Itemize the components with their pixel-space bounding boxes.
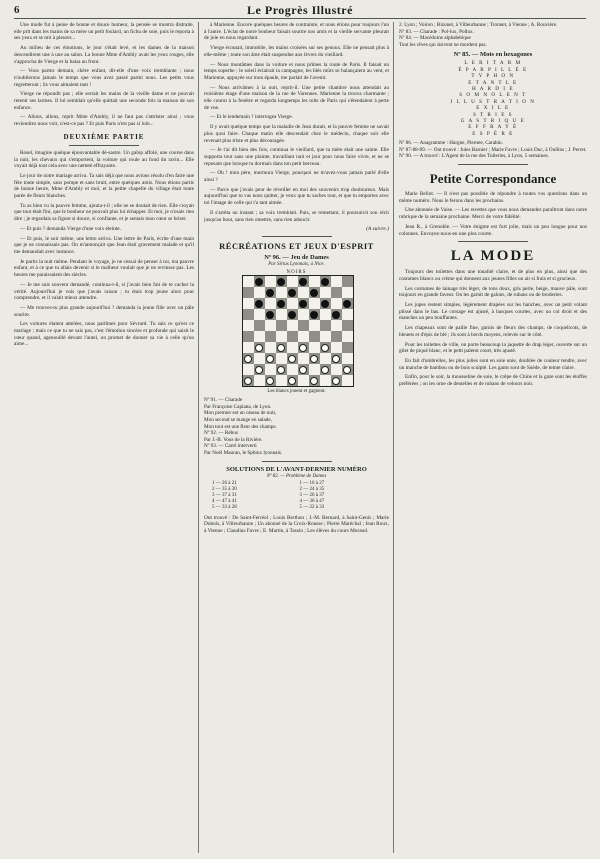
paragraph: — Parce que j'avais peur de réveiller en moi des souvenirs trop douloureux. Mais aujourd'hui que tu vas nous quitter, je veux que tu saches tout, et que tu emportes avec toi l'image de celle qui t'a tant aimée. <box>204 186 389 207</box>
board-square <box>331 353 342 364</box>
board-top-label: NOIRS <box>286 270 307 276</box>
masthead-title: Le Progrès Illustré <box>247 3 353 17</box>
black-piece <box>343 300 351 308</box>
white-piece <box>321 366 329 374</box>
board-square <box>243 276 254 287</box>
board-square <box>309 353 320 364</box>
correspondence-item: Une abonnée de Vaise. — Les recettes que vous nous demandez paraîtront dans notre rubrique de la semaine prochaine. Merci de votre fidélité. <box>399 207 587 221</box>
board-square <box>287 309 298 320</box>
board-square <box>298 298 309 309</box>
black-piece <box>255 300 263 308</box>
paragraph: — Je t'ai dit bien des fois, continua le vieillard, que ta mère était une sainte. Elle supporta tout sans une plainte, travaillant nuit et jour pour nous faire vivre, et ne se reposant que lorsque tu dormais dans ton petit berceau. <box>204 147 389 167</box>
correspondence-item: Jean R., à Grenoble. — Votre énigme est fort jolie, mais un peu longue pour nos colonnes. Envoyez-nous-en une plus courte. <box>399 223 587 237</box>
solution-line: Tout les rêves qui doivent ne mordent pas. <box>399 41 487 48</box>
puzzle-line: Nº 91. — Charade <box>204 397 243 404</box>
board-square <box>254 342 265 353</box>
word-grid-row: E F F R A Y É <box>468 124 518 131</box>
board-square <box>276 276 287 287</box>
puzzle-line: Mon second se mange en salade, <box>204 417 272 424</box>
paragraph: Au milieu de ces émotions, le jour s'était levé, et les dames de la maison descendirent une à une au salon. La bonne Mme d'Ambly avait les yeux rouges, elle s'approcha de Vierge et la baisa au front. <box>14 45 194 65</box>
board-square <box>287 364 298 375</box>
board-square <box>298 287 309 298</box>
paragraph: — Nous arrivâmes à la nuit, reprit-il. Une petite chambre nous attendait au troisième étage d'une maison de la rue de Varennes. Marienne la trouva charmante ; elle courut à la fenêtre et regarda longtemps les toits de Paris qui s'étendaient à perte de vue. <box>204 84 389 111</box>
board-square <box>276 342 287 353</box>
paragraph: — Me trouves-tu plus grande aujourd'hui ? demanda la jeune fille avec un pâle sourire. <box>14 304 194 318</box>
board-square <box>298 353 309 364</box>
paragraph: Vierge ne répondit pas ; elle serrait les mains de la vieille dame et ne pouvait retenir ses larmes. Il lui semblait qu'elle quittait une seconde fois la maison de son enfance. <box>14 91 194 111</box>
board-square <box>298 309 309 320</box>
white-piece <box>299 366 307 374</box>
word-grid-row: T Y P H O N <box>471 73 515 80</box>
story-continuation <box>14 22 194 128</box>
puzzle-line: Par J.-B. Vous de la Rivière. <box>204 436 263 443</box>
paragraph: — Et puis, le soir même, une lettre arriva. Une lettre de Paris, écrite d'une main que je ne connaissais pas. On m'annonçait que Jean était gravement malade et qu'il me demandait avec instance. <box>14 235 194 255</box>
column-rule-1 <box>198 22 199 853</box>
board-square <box>265 375 276 386</box>
board-square <box>265 298 276 309</box>
board-square <box>243 331 254 342</box>
board-square <box>331 375 342 386</box>
paragraph: — Oh ! mon père, murmura Vierge, pourquoi ne m'avez-vous jamais parlé d'elle ainsi ? <box>204 170 389 184</box>
black-piece <box>255 278 263 286</box>
board-square <box>331 298 342 309</box>
white-piece <box>244 355 252 363</box>
board-caption: Les blancs jouent et gagnent. <box>267 389 326 395</box>
board-square <box>243 342 254 353</box>
white-piece <box>255 366 263 374</box>
black-piece <box>288 289 296 297</box>
fashion-paragraph: En fait d'ombrelles, les plus jolies sont en soie unie, doublée de couleur tendre, avec un manche de bambou ou de bois sculpté. Les gants sont de Suède, de teinte claire. <box>399 357 587 371</box>
solution-move: 3 — 37 à 31 <box>212 493 237 499</box>
part-separator <box>69 145 139 146</box>
board-square <box>320 331 331 342</box>
page-header <box>14 4 586 19</box>
word-grid <box>399 60 587 137</box>
black-piece <box>299 300 307 308</box>
checkers-problem-label: Nº 96. — Jeu de Dames <box>264 254 329 262</box>
puzzle-line: Par Noël Mauran, le Sphinx lyonnais. <box>204 450 283 457</box>
black-piece <box>321 300 329 308</box>
fashion-paragraph: Les jupes restent simples, légèrement drapées sur les hanches, avec un petit volant plissé dans le bas. Le corsage est ajusté, à basques courtes, avec un col droit et des manches un peu bouffantes. <box>399 302 587 322</box>
board-square <box>309 287 320 298</box>
board-square <box>342 353 353 364</box>
to-be-continued: (A suivre.) <box>366 226 389 233</box>
word-grid-row: I L L U S T R A T I O N <box>450 98 536 105</box>
white-piece <box>332 355 340 363</box>
board-square <box>254 364 265 375</box>
board-square <box>342 331 353 342</box>
board-square <box>298 320 309 331</box>
solution-move: 1 — 26 à 21 <box>212 480 237 486</box>
word-grid-row: E X I L E <box>476 105 510 112</box>
board-square <box>254 298 265 309</box>
correspondence-separator <box>458 164 528 165</box>
board-square <box>254 309 265 320</box>
board-square <box>287 342 298 353</box>
board-square <box>320 342 331 353</box>
paragraph: — Nous montâmes dans la voiture et nous prîmes la route de Paris. Il faisait un temps superbe ; le soleil éclairait la campagne, les blés mûrs se balançaient au vent, et Marienne, appuyée sur mon épaule, me parlait de l'avenir. <box>204 61 389 81</box>
paragraph: Je partis la nuit même. Pendant le voyage, je ne cessai de penser à toi, ma pauvre enfant, et à ce que tu allais devenir si le malheur voulait que je ne revinsse pas. Les heures me paraissaient des siècles. <box>14 258 194 279</box>
board-square <box>254 353 265 364</box>
solution-move: 5 — 22 à 33 <box>299 505 325 511</box>
board-square <box>265 364 276 375</box>
story-end <box>204 22 389 223</box>
word-grid-row: E T A N T L E <box>468 79 518 86</box>
solvers-list: Ont trouvé : De Saint-Ferréol ; Louis Berthon ; J.-M. Bernard, à Saint-Genis ; Marie Dubois, à Villeurbanne ; Un abonné de la Croix-Rousse ; Pierre Maréchal ; Jean Roux, à Vienne ; Claudius Favre ; E. Martin, à Tassin ; Les élèves du cours Morand. <box>204 514 389 535</box>
solution-line: Nº 83. — Charade : Pol-lux, Pollux. <box>399 28 474 35</box>
word-grid-row: E S P É R E <box>472 130 514 137</box>
board-square <box>276 364 287 375</box>
board-square <box>298 342 309 353</box>
paragraph: Les voitures étaient attelées, nous partîmes pour Sévrard. Tu sais ce qu'est ce mariage ; mais ce que tu ne sais pas, c'est l'émotion sincère et profonde qui saisit le cœur quand, agenouillé devant l'autel, on promet de donner sa vie à celle qu'on aime... <box>14 321 194 348</box>
fashion-paragraph: Les chapeaux sont de paille fine, garnis de fleurs des champs, de coquelicots, de bleuets et d'épis de blé ; ils sont à bords moyens, relevés sur le côté. <box>399 325 587 338</box>
black-piece <box>321 278 329 286</box>
solution-move: 4 — 47 à 41 <box>212 499 237 505</box>
story-part-two <box>14 150 194 348</box>
board-square <box>287 331 298 342</box>
black-piece <box>310 289 318 297</box>
board-square <box>298 375 309 386</box>
word-grid-row: S T R I E S <box>472 111 514 118</box>
solution-move: 5 — 33 à 28 <box>212 505 237 511</box>
paragraph: Il s'arrêta un instant ; sa voix tremblait. Puis, se remettant, il poursuivit son récit jusqu'au bout, sans rien omettre, sans rien adoucir. <box>204 209 389 223</box>
column-2 <box>204 22 389 853</box>
column-1 <box>14 22 194 853</box>
solution-move: 2 — 35 à 30 <box>212 486 237 492</box>
solution-move: 2 — 24 à 35 <box>299 486 325 492</box>
board-square <box>309 342 320 353</box>
puzzle-line: Mon tout est une fleur des champs. <box>204 423 277 430</box>
paragraph: Rosel, imagine quelque épouvantable dé-sastre. Un galop affolé, une course dans la nuit, les chevaux qui s'emportent, la voiture qui roule au fond du ravin... Elle voyait déjà tout cela avec une netteté effrayante. <box>14 149 194 170</box>
board-square <box>276 298 287 309</box>
fashion-article <box>399 269 587 388</box>
white-piece <box>288 355 296 363</box>
board-square <box>276 320 287 331</box>
board-square <box>309 320 320 331</box>
recreations-title: RÉCRÉATIONS ET JEUX D'ESPRIT <box>219 241 374 252</box>
board-square <box>342 375 353 386</box>
board-square <box>331 276 342 287</box>
correspondence-item: Marie Bellot. — Il n'est pas possible de répondre à toutes vos questions dans un même numéro. Nous le ferons dans les prochains. <box>399 191 587 204</box>
note-line: Nº 87-88-89. — Ont trouvé : Jules Barnier ; Marie Favre ; Louis Duc, à Oullins ; J. Perret. <box>399 146 587 153</box>
board-square <box>254 276 265 287</box>
board-square <box>287 276 298 287</box>
white-piece <box>288 377 296 385</box>
board-square <box>243 375 254 386</box>
board-square <box>287 298 298 309</box>
word-grid-row: S O M N O L E N T <box>459 92 527 99</box>
note-line: Nº 86. — Anagramme : Hargne, Piernee, Carabin. <box>399 140 503 147</box>
board-square <box>309 298 320 309</box>
black-piece <box>288 311 296 319</box>
black-piece <box>277 278 285 286</box>
board-square <box>254 287 265 298</box>
solutions-white-moves <box>212 481 294 512</box>
paragraph: Le jour de notre mariage arriva. Ta sais déjà que nous avions résolu d'en faire une fête toute simple, sans pompe et sans bruit, entre quelques amis. Nous étions partis de bonne heure, Mme d'Ambly et moi, et la petite chapelle du village était toute parée de fleurs blanches. <box>14 172 194 200</box>
board-square <box>243 287 254 298</box>
board-square <box>320 287 331 298</box>
checkers-board <box>242 275 354 387</box>
board-square <box>265 276 276 287</box>
board-square <box>243 309 254 320</box>
solutions-continued <box>399 22 587 48</box>
word-grid-row: É P A R P I L L É E <box>458 66 528 73</box>
board-square <box>331 309 342 320</box>
board-square <box>331 320 342 331</box>
board-square <box>331 331 342 342</box>
board-square <box>276 375 287 386</box>
board-square <box>265 309 276 320</box>
board-square <box>331 342 342 353</box>
column-3 <box>399 22 587 853</box>
section-separator <box>262 236 332 237</box>
solutions-title: SOLUTIONS DE L'AVANT-DERNIER NUMÉRO <box>226 465 367 473</box>
board-square <box>287 287 298 298</box>
board-square <box>320 353 331 364</box>
word-grid-row: L E R I T A R M <box>464 60 522 67</box>
checkers-problem-author: Par Sirius Lyonnais, à Nice. <box>268 262 325 268</box>
board-square <box>298 364 309 375</box>
board-square <box>331 287 342 298</box>
paragraph: Tu as bien vu la pauvre femme, ajouta-t-il ; elle ne se doutait de rien. Elle croyait que tout était fini, que le bonheur ne pouvait plus lui échapper. Et moi, je n'osais rien dire ; je regardais sa figure si douce, si confiante, et je sentais mon cœur se briser. <box>14 202 194 223</box>
board-square <box>276 309 287 320</box>
board-square <box>342 320 353 331</box>
fashion-title: LA MODE <box>450 248 536 265</box>
black-piece <box>299 278 307 286</box>
paragraph: à Marienne. Encore quelques heures de contrainte, et nous étions pour toujours l'un à l'autre. L'éclat de notre bonheur faisait sourire nos amis et la vieille servante pleurait de joie en nous regardant. <box>204 22 389 42</box>
board-square <box>309 276 320 287</box>
board-square <box>298 331 309 342</box>
column-rule-2 <box>393 22 394 853</box>
board-square <box>342 309 353 320</box>
board-square <box>320 364 331 375</box>
board-square <box>320 320 331 331</box>
note-line: Nº 90. — A trouvé : L'Agent de la rue des Tuileries, à Lyon, 5 semaines. <box>399 153 549 160</box>
white-piece <box>343 366 351 374</box>
solutions-black-moves <box>300 481 382 512</box>
board-square <box>254 320 265 331</box>
board-square <box>320 276 331 287</box>
correspondence-body <box>399 191 587 237</box>
white-piece <box>266 355 274 363</box>
black-piece <box>277 300 285 308</box>
paragraph: — Et puis ? demanda Vierge d'une voix éteinte. <box>20 225 121 232</box>
board-square <box>265 353 276 364</box>
paragraph: — Allons, allons, reprit Mme d'Ambly, il ne faut pas s'attrister ainsi ; vous reviendrez nous voir, n'est-ce pas ? Et puis Paris n'est pas si loin... <box>14 114 194 128</box>
fashion-paragraph: Toujours des toilettes dans une tonalité claire, et de plus en plus, ainsi que des costumes blancs ou crème qui donnent aux jeunes filles un air si frais et si gracieux. <box>399 269 587 282</box>
black-piece <box>332 311 340 319</box>
board-square <box>320 309 331 320</box>
board-square <box>276 287 287 298</box>
white-piece <box>321 344 329 352</box>
hexagon-words-title: Nº 85. — Mots en hexagones <box>453 51 533 59</box>
paragraph: Une mode fut à peine de bonne et douce humeur, la pensée se montra distraite, elle prit dans les mains de sa mère un petit foulard, un fichu de soie, puis le reporta à ses yeux et se mit à pleurer... <box>14 22 194 42</box>
solutions-separator <box>262 461 332 462</box>
board-square <box>342 298 353 309</box>
board-square <box>342 287 353 298</box>
board-square <box>254 331 265 342</box>
solution-move: 1 — 16 à 27 <box>299 480 325 486</box>
fashion-paragraph: Pour les toilettes de ville, on porte beaucoup la jaquette de drap léger, ouverte sur un gilet de piqué blanc, et le petit paletot court, très ajusté. <box>399 341 587 355</box>
puzzle-line: Nº 93. — Carré interverti <box>204 443 257 450</box>
board-square <box>243 298 254 309</box>
board-square <box>243 364 254 375</box>
board-square <box>243 353 254 364</box>
white-piece <box>255 344 263 352</box>
black-piece <box>266 311 274 319</box>
white-piece <box>277 366 285 374</box>
solution-line: 2. Lyon ; Voiron ; Bizonet, à Villeurbanne ; Tronnet, à Vienne ; A. Rouvière. <box>399 22 558 28</box>
solutions-grid <box>212 481 381 512</box>
paragraph: — Vous partez demain, chère enfant, dit-elle d'une voix tremblante ; nous n'oublierons jamais le temps que vous avez passé parmi nous. Les petits vous regretteront ; ils vous aimaient tant ! <box>14 68 194 88</box>
solvers-notes <box>399 140 587 160</box>
word-grid-row: G A S T R I Q U E <box>460 118 526 125</box>
board-square <box>287 375 298 386</box>
board-square <box>309 364 320 375</box>
black-piece <box>266 289 274 297</box>
board-square <box>298 276 309 287</box>
board-square <box>320 298 331 309</box>
puzzle-line: Nº 92. — Rébus <box>204 430 238 437</box>
solution-line: Nº 84. — Macédoine alphabétique <box>399 35 471 42</box>
board-square <box>265 287 276 298</box>
fashion-separator <box>458 241 528 242</box>
white-piece <box>299 344 307 352</box>
board-square <box>265 342 276 353</box>
board-square <box>287 320 298 331</box>
board-square <box>276 353 287 364</box>
board-square <box>309 331 320 342</box>
white-piece <box>277 344 285 352</box>
board-square <box>287 353 298 364</box>
board-square <box>309 375 320 386</box>
board-square <box>265 331 276 342</box>
board-square <box>320 375 331 386</box>
board-square <box>309 309 320 320</box>
board-square <box>265 320 276 331</box>
board-square <box>342 342 353 353</box>
solution-move: 4 — 36 à 47 <box>299 499 325 505</box>
page-number: 6 <box>14 4 20 16</box>
white-piece <box>310 355 318 363</box>
solutions-subtitle: Nº 82. — Problème de Dames <box>266 473 327 479</box>
white-piece <box>266 377 274 385</box>
checkers-diagram <box>242 270 352 387</box>
part-title: DEUXIÈME PARTIE <box>63 132 145 141</box>
black-piece <box>310 311 318 319</box>
board-square <box>331 364 342 375</box>
paragraph: — Et le lendemain ? interrogea Vierge. <box>210 114 293 121</box>
white-piece <box>310 377 318 385</box>
white-piece <box>244 377 252 385</box>
fashion-paragraph: Enfin, pour le soir, la mousseline de soie, le crêpe de Chine et la gaze sont les étoffes préférées ; on les orne de dentelles et de rubans de velours noir. <box>399 374 587 388</box>
paragraph: — Je me suis souvent demandé, continua-t-il, si j'avais bien fait de te cacher la vérité. Aujourd'hui je vois que j'avais raison ; tu étais trop jeune alors pour comprendre, et il valait mieux attendre. <box>14 281 194 302</box>
correspondence-title: Petite Correspondance <box>429 171 557 187</box>
board-square <box>254 375 265 386</box>
puzzle-line: Par Françoise Capiana, de Lyon. <box>204 403 272 410</box>
board-square <box>243 320 254 331</box>
paragraph: Il y avait quelque temps que la maladie de Jean durait, et la pauvre femme ne savait plus quoi faire. Chaque matin elle descendait chez le médecin, chaque soir elle revenait plus triste et plus découragée. <box>204 124 389 144</box>
fashion-paragraph: Les costumes de lainage très léger, de tons doux, gris perle, beige, mauve pâle, sont toujours en grande faveur. On les garnit de galons, de rubans ou de broderies. <box>399 285 587 299</box>
board-square <box>276 331 287 342</box>
puzzle-list <box>204 397 389 456</box>
paragraph: Vierge écoutait, immobile, les mains croisées sur ses genoux. Elle ne pensait plus à elle-même ; toute son âme était suspendue aux lèvres du vieillard. <box>204 45 389 58</box>
board-square <box>342 276 353 287</box>
board-square <box>342 364 353 375</box>
word-grid-row: H A R D I E <box>471 86 514 92</box>
solution-move: 3 — 26 à 37 <box>299 493 325 499</box>
puzzle-line: Mon premier est un oiseau de nuit, <box>204 410 277 417</box>
white-piece <box>332 377 340 385</box>
